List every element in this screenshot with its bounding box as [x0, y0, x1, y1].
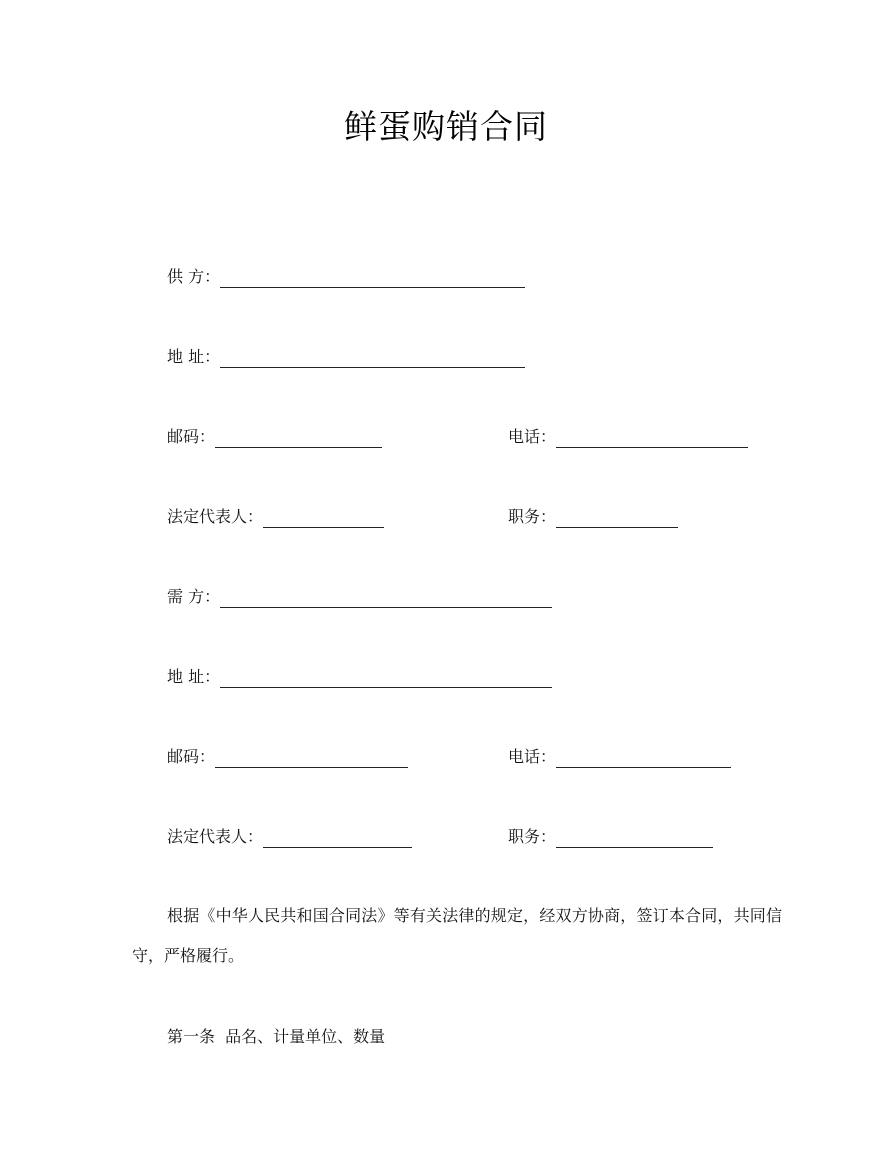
buyer-postcode-label: 邮码： [167, 747, 216, 766]
supplier-address-field [167, 346, 525, 368]
buyer-phone-field [508, 746, 731, 768]
buyer-position-field [508, 826, 713, 848]
buyer-phone-label: 电话： [508, 747, 557, 766]
buyer-postcode-field [167, 746, 408, 768]
supplier-legal-rep-blank[interactable] [263, 510, 384, 528]
buyer-address-label: 地 址： [167, 667, 221, 686]
supplier-legal-rep-field [167, 506, 384, 528]
buyer-legal-rep-blank[interactable] [263, 830, 412, 848]
supplier-position-label: 职务： [508, 507, 557, 526]
supplier-name-label: 供 方： [167, 267, 221, 286]
supplier-position-blank[interactable] [556, 510, 678, 528]
buyer-position-blank[interactable] [556, 830, 713, 848]
buyer-name-label: 需 方： [167, 587, 221, 606]
supplier-position-field [508, 506, 678, 528]
buyer-name-blank[interactable] [220, 590, 552, 608]
document-title: 鲜蛋购销合同 [344, 107, 548, 146]
buyer-position-label: 职务： [508, 827, 557, 846]
preamble-paragraph: 根据《中华人民共和国合同法》等有关法律的规定，经双方协商，签订本合同，共同信守，严格履行。 [132, 906, 782, 965]
buyer-address-field [167, 666, 552, 688]
supplier-phone-field [508, 426, 748, 448]
buyer-legal-rep-field [167, 826, 412, 848]
article-1-heading: 第一条 品名、计量单位、数量 [167, 1027, 386, 1046]
supplier-address-blank[interactable] [220, 350, 525, 368]
buyer-postcode-blank[interactable] [215, 750, 408, 768]
supplier-name-blank[interactable] [220, 270, 525, 288]
buyer-legal-rep-label: 法定代表人： [167, 827, 264, 846]
buyer-address-blank[interactable] [220, 670, 552, 688]
supplier-address-label: 地 址： [167, 347, 221, 366]
buyer-phone-blank[interactable] [556, 750, 731, 768]
supplier-postcode-label: 邮码： [167, 427, 216, 446]
supplier-phone-blank[interactable] [556, 430, 748, 448]
supplier-postcode-blank[interactable] [215, 430, 382, 448]
supplier-phone-label: 电话： [508, 427, 557, 446]
supplier-postcode-field [167, 426, 382, 448]
buyer-name-field [167, 586, 552, 608]
supplier-name-field [167, 266, 525, 288]
supplier-legal-rep-label: 法定代表人： [167, 507, 264, 526]
